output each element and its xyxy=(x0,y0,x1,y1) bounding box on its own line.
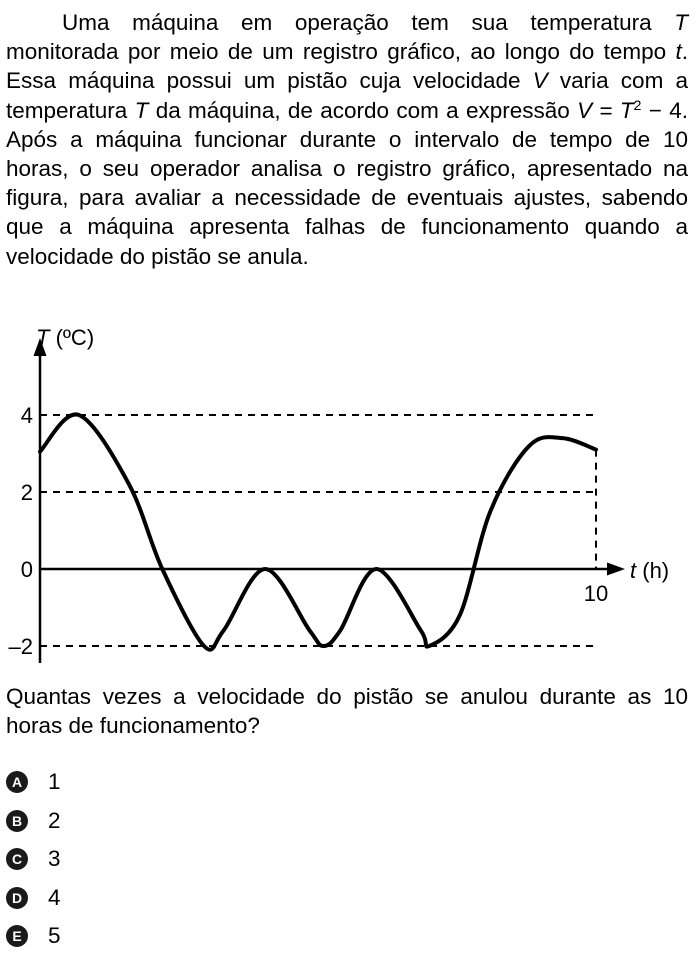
y-axis-unit: (ºC) xyxy=(49,325,95,350)
expr-equals: = xyxy=(592,97,620,123)
y-tick-label: 2 xyxy=(20,480,33,505)
y-axis-variable: T xyxy=(36,325,50,350)
option-e-letter-badge: E xyxy=(6,925,28,947)
option-e-value: 5 xyxy=(48,923,61,949)
temperature-curve xyxy=(40,414,596,649)
y-tick-labels xyxy=(9,403,33,659)
option-a-value: 1 xyxy=(48,769,61,795)
option-d[interactable] xyxy=(6,879,61,918)
option-c-value: 3 xyxy=(48,846,61,872)
option-a[interactable] xyxy=(6,763,61,802)
x-tick-label: 10 xyxy=(583,581,609,606)
option-b[interactable] xyxy=(6,802,61,841)
option-c-letter-badge: C xyxy=(6,848,28,870)
var-T: T xyxy=(134,97,149,123)
intro-text: varia com a temperatura xyxy=(6,68,688,123)
x-axis-arrow xyxy=(607,563,625,576)
intro-text: . Após a máquina funcionar durante o intervalo de tempo de 10 horas, o seu operador analisa o registro gráfico, apresentado na figura, para avaliar a necessidade de eventuais ajustes, sabendo que a máquina apresenta falhas de funcionamento quando a velocidade do pistão se anula. xyxy=(6,97,688,269)
y-tick-label: 0 xyxy=(20,557,33,582)
y-tick-label: 4 xyxy=(20,403,33,428)
var-T: T xyxy=(674,10,688,35)
expr-exponent: 2 xyxy=(633,96,642,113)
option-c[interactable] xyxy=(6,840,61,879)
option-d-value: 4 xyxy=(48,884,61,910)
temperature-graph xyxy=(0,318,696,668)
option-e[interactable] xyxy=(6,917,61,956)
x-axis-variable: t xyxy=(630,558,637,583)
question-text: Quantas vezes a velocidade do pistão se anulou durante as 10 horas de funcionamento? xyxy=(6,684,688,739)
intro-text: . Essa máquina possui um pistão cuja velocidade xyxy=(6,39,688,94)
expr-rest: − 4 xyxy=(641,97,682,123)
intro-text: monitorada por meio de um registro gráfico, ao longo do tempo xyxy=(6,39,676,65)
intro-text: Uma máquina em operação tem sua temperatura xyxy=(62,10,675,35)
var-t: t xyxy=(675,39,682,65)
option-a-letter-badge: A xyxy=(6,771,28,793)
x-axis-unit: (h) xyxy=(636,558,670,583)
y-tick-label: –2 xyxy=(8,634,33,659)
option-b-value: 2 xyxy=(48,807,61,833)
option-d-letter-badge: D xyxy=(6,887,28,909)
var-V: V xyxy=(532,68,548,94)
intro-paragraph xyxy=(6,8,688,271)
expr-T: T xyxy=(619,97,634,123)
dashed-reference-lines xyxy=(40,415,596,646)
option-b-letter-badge: B xyxy=(6,810,28,832)
y-axis-label xyxy=(36,325,94,350)
expr-V: V xyxy=(577,97,593,123)
x-axis-label xyxy=(630,558,669,583)
intro-text: da máquina, de acordo com a expressão xyxy=(148,97,578,123)
answer-options xyxy=(6,763,61,956)
